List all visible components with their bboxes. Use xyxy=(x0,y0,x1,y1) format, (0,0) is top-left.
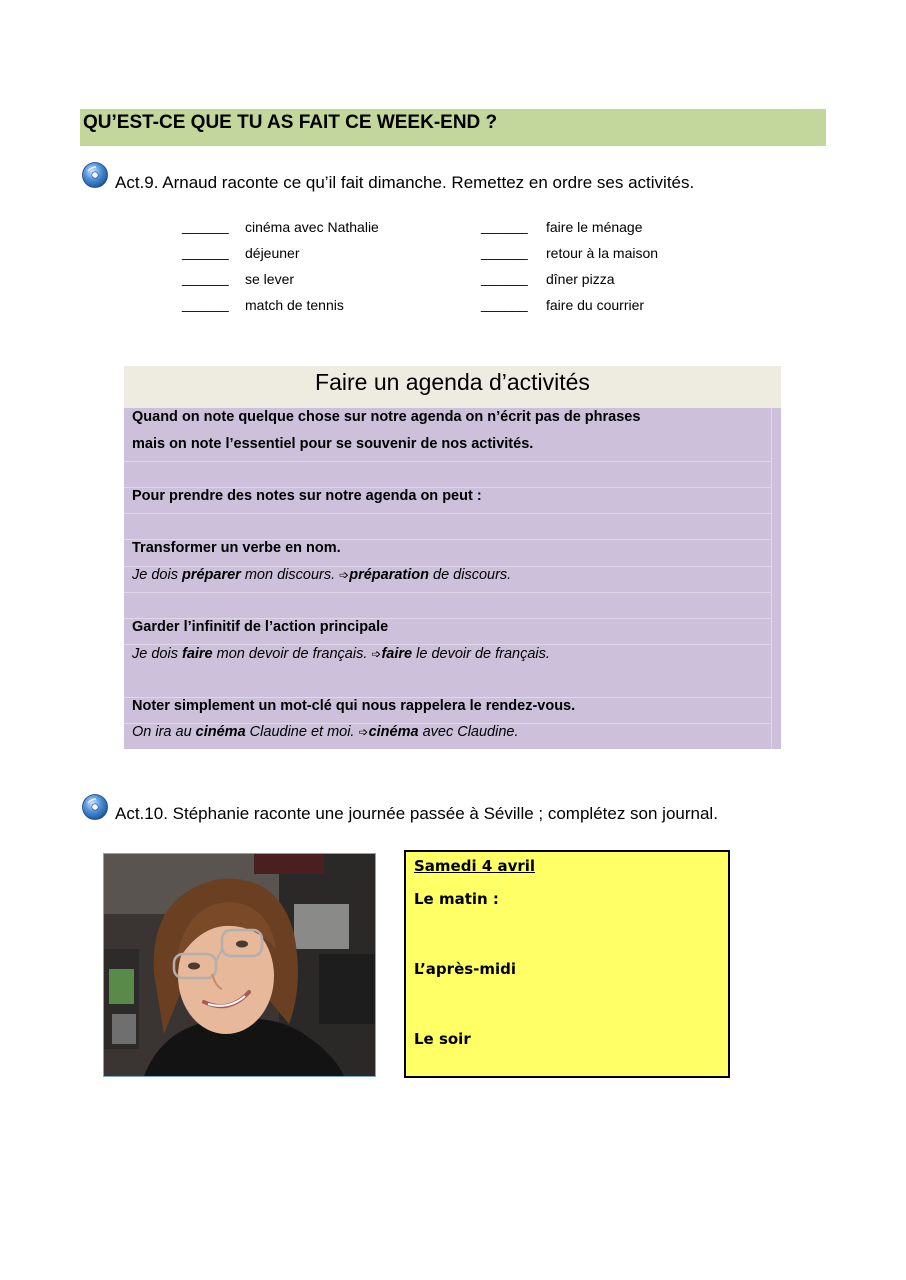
rule1-example xyxy=(132,566,511,584)
arrow-icon: ➩ xyxy=(358,725,369,739)
journal-evening-label: Le soir xyxy=(414,1030,471,1048)
example-text: Je dois xyxy=(132,567,182,583)
answer-blank[interactable]: ______ xyxy=(182,244,229,260)
activity-item: cinéma avec Nathalie xyxy=(245,219,379,235)
example-text: On ira au xyxy=(132,724,196,740)
audio-cd-icon[interactable] xyxy=(82,162,108,193)
example-result: cinéma xyxy=(368,724,419,740)
example-verb: faire xyxy=(181,646,213,662)
divider xyxy=(124,461,772,462)
activity-item: match de tennis xyxy=(245,297,344,313)
example-text: Claudine et moi. xyxy=(245,724,359,740)
activity-item: retour à la maison xyxy=(546,245,659,261)
answer-blank[interactable]: ______ xyxy=(481,218,528,234)
journal-afternoon-label: L’après-midi xyxy=(414,960,517,978)
act10-instruction: Act.10. Stéphanie raconte une journée passée à Séville ; complétez son journal. xyxy=(115,804,718,823)
example-result: faire xyxy=(381,646,413,662)
agenda-tips-title: Faire un agenda d’activités xyxy=(315,369,590,395)
rule3-example xyxy=(132,723,519,741)
example-result: préparation xyxy=(349,567,429,583)
page-title: QU’EST-CE QUE TU AS FAIT CE WEEK-END ? xyxy=(83,112,498,133)
example-text: avec Claudine. xyxy=(418,724,519,740)
agenda-intro-line1: Quand on note quelque chose sur notre agenda on n’écrit pas de phrases xyxy=(132,409,641,425)
example-text: Je dois xyxy=(132,646,182,662)
rule3-heading: Noter simplement un mot-clé qui nous rappelera le rendez-vous. xyxy=(132,698,576,714)
divider xyxy=(124,513,772,514)
answer-blank[interactable]: ______ xyxy=(481,270,528,286)
stephanie-photo xyxy=(103,853,376,1077)
arrow-icon: ➩ xyxy=(339,568,350,582)
journal-morning-label: Le matin : xyxy=(414,890,499,908)
example-verb: préparer xyxy=(181,567,241,583)
divider xyxy=(771,408,772,749)
answer-blank[interactable]: ______ xyxy=(182,218,229,234)
activity-item: se lever xyxy=(245,271,295,287)
answer-blank[interactable]: ______ xyxy=(481,296,528,312)
notes-heading: Pour prendre des notes sur notre agenda on peut : xyxy=(132,488,482,504)
answer-blank[interactable]: ______ xyxy=(481,244,528,260)
example-verb: cinéma xyxy=(195,724,246,740)
example-text: mon discours. xyxy=(240,567,340,583)
activity-item: déjeuner xyxy=(245,245,300,261)
journal-date: Samedi 4 avril xyxy=(414,857,536,875)
rule1-heading: Transformer un verbe en nom. xyxy=(132,540,341,556)
act9-instruction: Act.9. Arnaud raconte ce qu’il fait dimanche. Remettez en ordre ses activités. xyxy=(115,173,695,192)
activity-item: faire le ménage xyxy=(546,219,643,235)
divider xyxy=(124,592,772,593)
activity-item: dîner pizza xyxy=(546,271,615,287)
rule2-example xyxy=(132,645,550,663)
answer-blank[interactable]: ______ xyxy=(182,296,229,312)
example-text: de discours. xyxy=(428,567,512,583)
audio-cd-icon[interactable] xyxy=(82,794,108,825)
example-text: mon devoir de français. xyxy=(212,646,372,662)
agenda-intro-line2: mais on note l’essentiel pour se souvenir de nos activités. xyxy=(132,436,534,452)
answer-blank[interactable]: ______ xyxy=(182,270,229,286)
rule2-heading: Garder l’infinitif de l’action principale xyxy=(132,619,389,635)
arrow-icon: ➩ xyxy=(371,647,382,661)
activity-item: faire du courrier xyxy=(546,297,645,313)
example-text: le devoir de français. xyxy=(412,646,550,662)
